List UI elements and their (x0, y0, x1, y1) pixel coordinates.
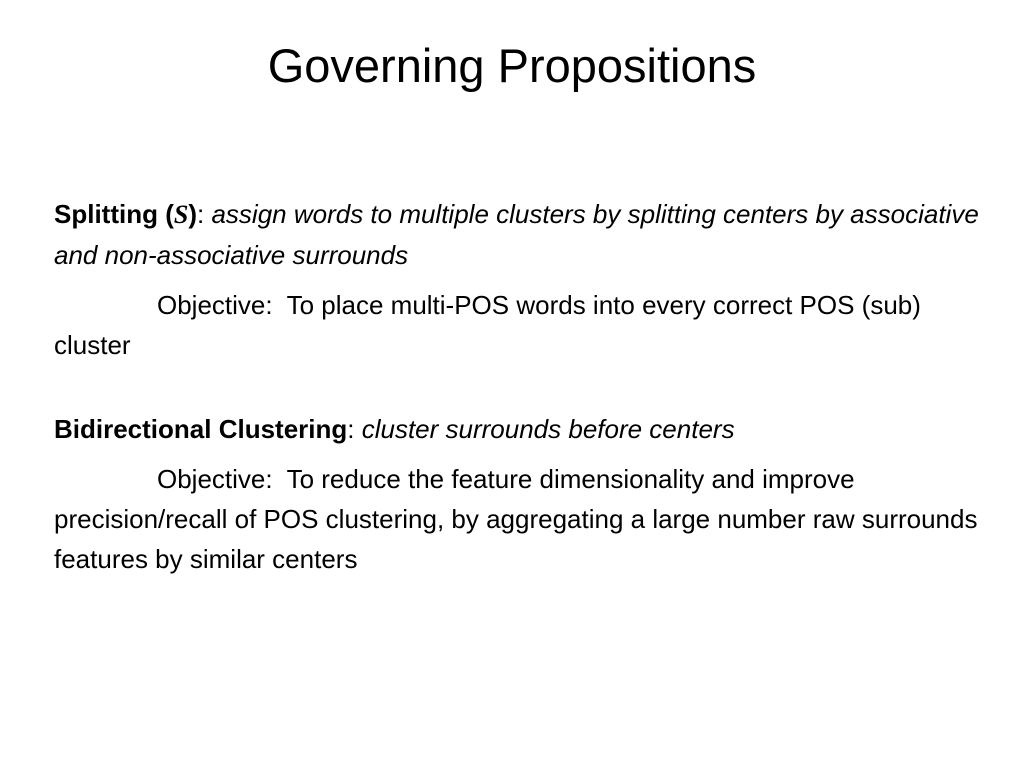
slide-body (54, 194, 989, 579)
proposition-definition: assign words to multiple clusters by splitting centers by associative and non-associative surrounds (54, 199, 979, 270)
proposition-definition: cluster surrounds before centers (361, 414, 735, 444)
proposition-bidirectional-clustering (54, 409, 989, 449)
proposition-term-symbol: S (173, 200, 189, 229)
objective-splitting (54, 285, 989, 365)
proposition-splitting (54, 194, 989, 275)
slide-title: Governing Propositions (267, 39, 757, 92)
proposition-separator: : (197, 199, 212, 229)
objective-label: Objective: (157, 290, 273, 320)
objective-label: Objective: (157, 464, 273, 494)
proposition-separator: : (347, 414, 362, 444)
objective-text: To reduce the feature dimensionality and improve precision/recall of POS clustering, by aggregating a large number raw surrounds features by similar centers (54, 464, 978, 574)
proposition-term-suffix: ) (188, 199, 197, 229)
proposition-term-prefix: Splitting ( (54, 199, 174, 229)
proposition-term: Bidirectional Clustering (54, 414, 348, 444)
objective-text: To place multi-POS words into every correct POS (sub) cluster (54, 290, 921, 360)
objective-bidirectional-clustering (54, 459, 989, 579)
